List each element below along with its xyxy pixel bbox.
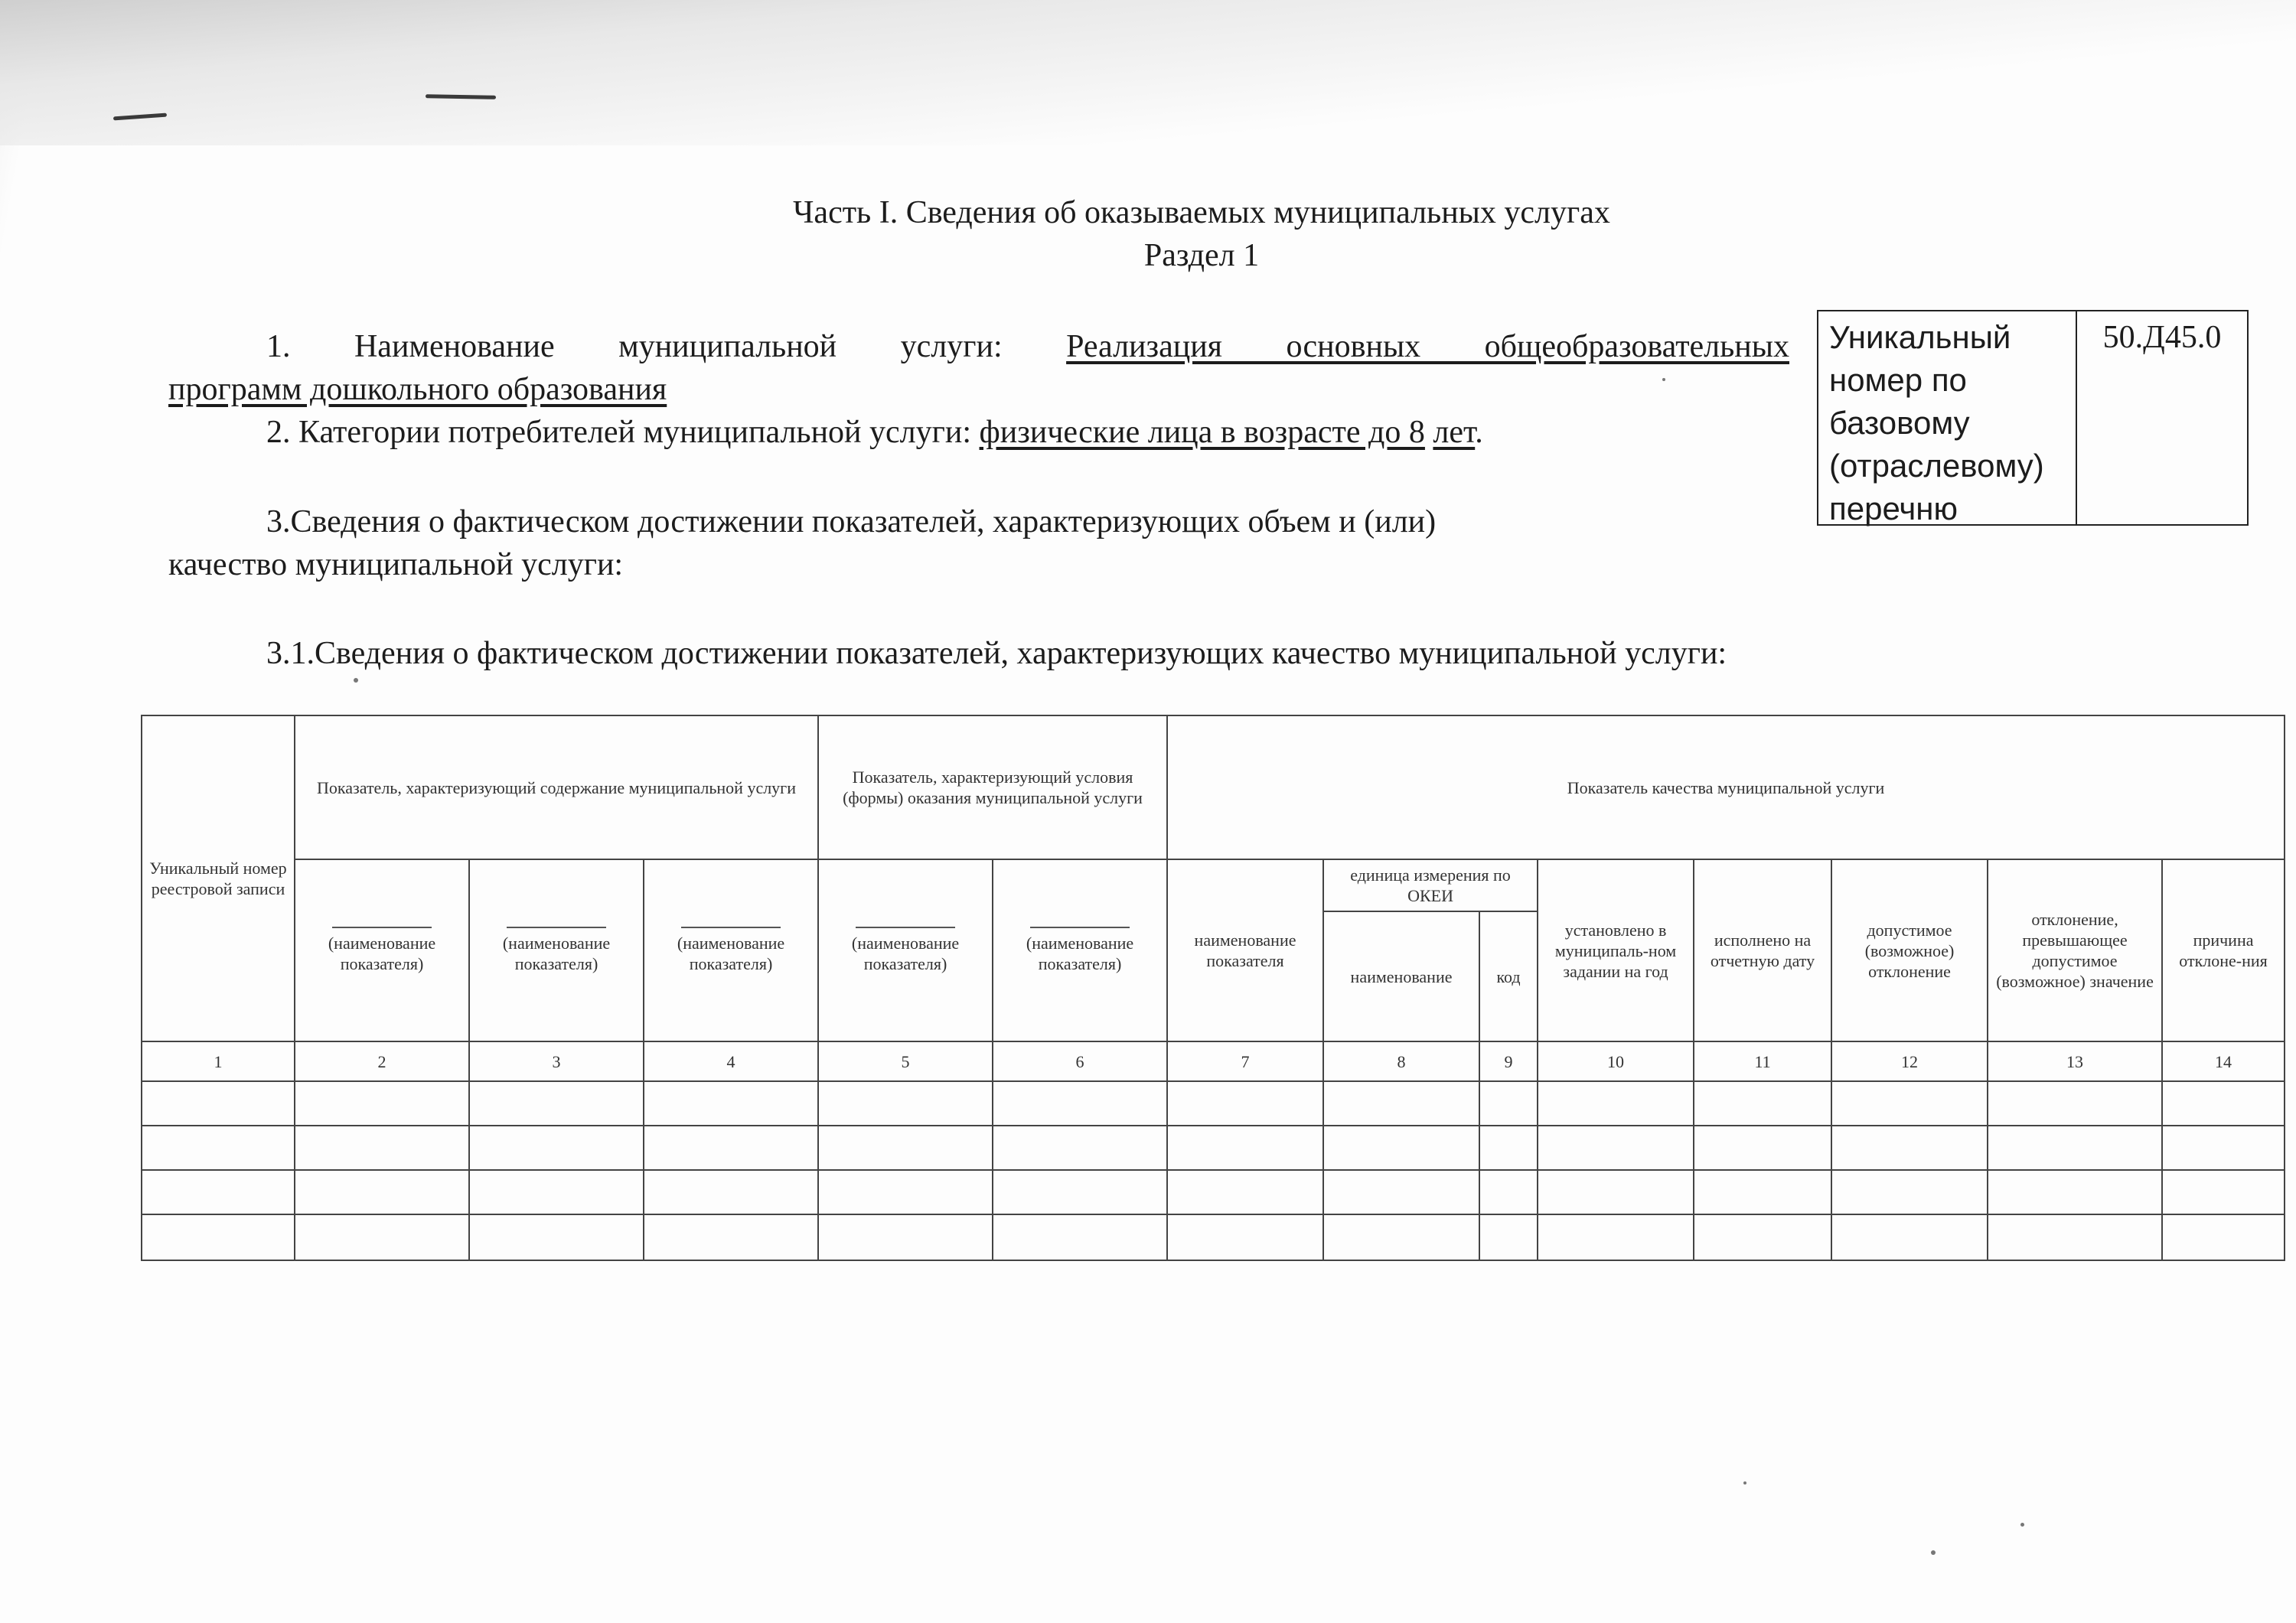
blank-line: [856, 927, 955, 928]
header-indicator-col2: (наименование показателя): [295, 859, 469, 1041]
scan-speck: [2020, 1523, 2024, 1527]
header-okei-name: наименование: [1323, 911, 1479, 1041]
col-num: 2: [295, 1041, 469, 1081]
col-num: 1: [142, 1041, 295, 1081]
col-num: 5: [818, 1041, 993, 1081]
col-num: 3: [469, 1041, 644, 1081]
header-set-in-task: установлено в муниципаль-ном задании на год: [1538, 859, 1694, 1041]
header-indicator-col5: (наименование показателя): [818, 859, 993, 1041]
col-num: 7: [1167, 1041, 1323, 1081]
scan-speck: [1743, 1481, 1746, 1484]
service-name-continuation: [168, 368, 667, 411]
header-indicator-col3: (наименование показателя): [469, 859, 644, 1041]
header-conditions-group: Показатель, характеризующий условия (формы) оказания муниципальной услуги: [818, 715, 1167, 859]
col-num: 4: [644, 1041, 818, 1081]
scan-speck: [354, 678, 358, 683]
table-row: [142, 1170, 2285, 1214]
registry-id-value: 50.Д45.0: [2102, 320, 2222, 355]
service-name-value-cont: программ дошкольного образования: [168, 372, 667, 407]
scan-speck: [1931, 1550, 1936, 1555]
header-allowed-deviation: допустимое (возможное) отклонение: [1831, 859, 1988, 1041]
registry-id-box: [1817, 310, 2249, 526]
service-name-line: [266, 325, 1789, 368]
service-name-value: Реализация основных общеобразовательных: [1066, 329, 1789, 364]
header-indicator-name: наименование показателя: [1167, 859, 1323, 1041]
header-content-group: Показатель, характеризующий содержание муниципальной услуги: [295, 715, 818, 859]
header-okei-code: код: [1479, 911, 1538, 1041]
blank-line: [1030, 927, 1130, 928]
header-unique-number: Уникальный номер реестровой записи: [142, 715, 295, 1041]
p3-line1: 3.Сведения о фактическом достижении показателей, характеризующих объем и (или): [266, 504, 1437, 539]
header-quality-group: Показатель качества муниципальной услуги: [1167, 715, 2285, 859]
header-done-on-date: исполнено на отчетную дату: [1694, 859, 1831, 1041]
blank-line: [681, 927, 781, 928]
table-row: [142, 1081, 2285, 1126]
col-num: 14: [2162, 1041, 2285, 1081]
col-num: 10: [1538, 1041, 1694, 1081]
registry-id-label: Уникальный номер по базовому (отраслевому) перечню: [1818, 311, 2077, 524]
consumers-end: .: [1475, 415, 1483, 450]
table-row: [142, 1214, 2285, 1260]
p31-heading: 3.1.Сведения о фактическом достижении показателей, характеризующих качество муниципальной услуги:: [266, 636, 1727, 671]
quality-indicators-table: [141, 715, 2285, 1261]
consumers-value: физические лица в возрасте до 8: [979, 415, 1425, 450]
col-num: 13: [1988, 1041, 2162, 1081]
blank-line: [507, 927, 606, 928]
header-reason: причина отклоне-ния: [2162, 859, 2285, 1041]
consumers-value-unit: лет: [1433, 415, 1476, 450]
col-num: 9: [1479, 1041, 1538, 1081]
service-name-label: 1. Наименование муниципальной услуги:: [266, 329, 1003, 364]
part-title: Часть I. Сведения об оказываемых муниципальных услугах: [793, 195, 1610, 230]
header-indicator-col4: (наименование показателя): [644, 859, 818, 1041]
p3-line2: качество муниципальной услуги:: [168, 547, 624, 582]
scan-speck: [1662, 378, 1665, 381]
header-okei-unit: единица измерения по ОКЕИ: [1323, 859, 1538, 911]
col-num: 11: [1694, 1041, 1831, 1081]
header-exceeding-deviation: отклонение, превышающее допустимое (возможное) значение: [1988, 859, 2162, 1041]
col-num: 12: [1831, 1041, 1988, 1081]
header-indicator-col6: (наименование показателя): [993, 859, 1167, 1041]
col-num: 6: [993, 1041, 1167, 1081]
paper-fold-shadow: [0, 0, 2296, 145]
col-num: 8: [1323, 1041, 1479, 1081]
table-row: [142, 1126, 2285, 1170]
blank-line: [332, 927, 432, 928]
consumers-line: [266, 411, 1483, 454]
consumers-label: 2. Категории потребителей муниципальной услуги:: [266, 415, 972, 450]
column-number-row: [142, 1041, 2285, 1081]
section-title: Раздел 1: [1143, 238, 1260, 273]
